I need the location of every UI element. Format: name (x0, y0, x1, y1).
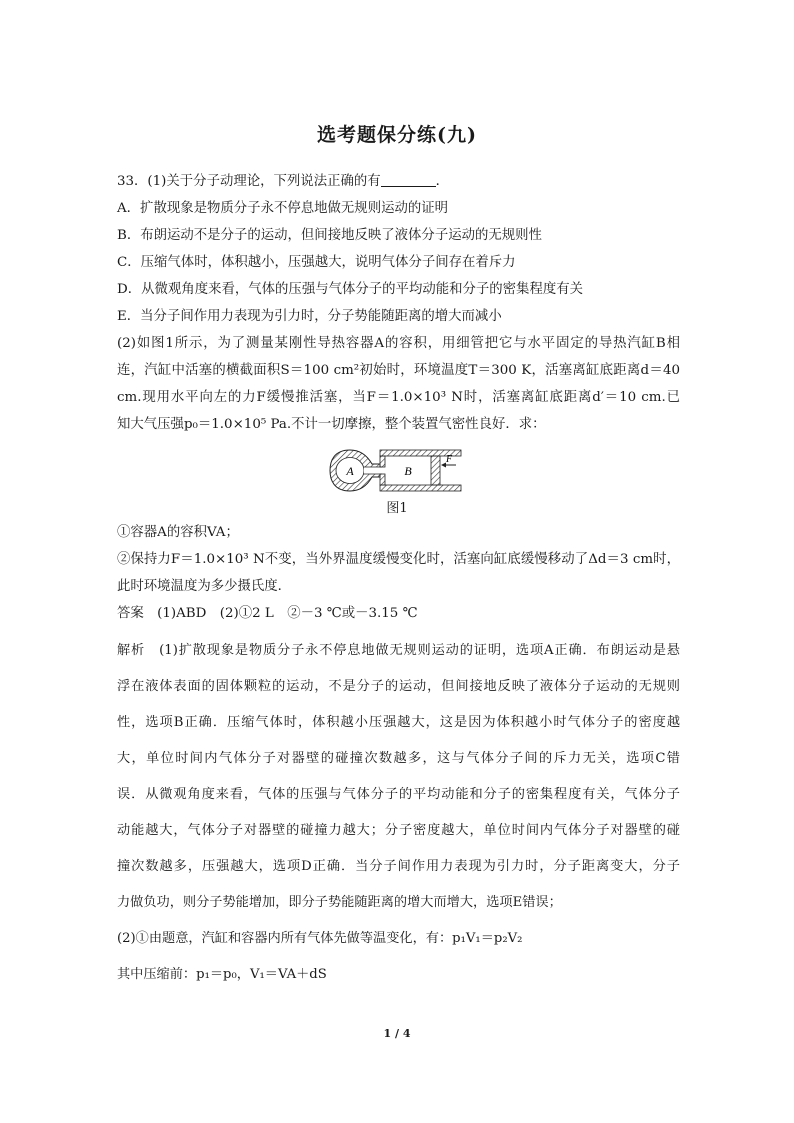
analysis-section (117, 633, 680, 993)
page-title: 选考题保分练(九) (317, 124, 477, 146)
analysis-line-5: 误．从微观角度来看，气体的压强与气体分子的平均动能和分子的密集程度有关，气体分子 (117, 787, 680, 802)
analysis-line-7: 撞次数越多，压强越大，选项D正确．当分子间作用力表现为引力时，分子距离变大，分子 (117, 859, 680, 874)
subquestion-1: ①容器A的容积VA； (117, 525, 239, 540)
cylinder-base-upper (380, 456, 385, 467)
part2-line-2: 连，汽缸中活塞的横截面积S＝100 cm²初始时，环境温度T＝300 K，活塞离缸底距离d＝40 (117, 363, 680, 378)
analysis-line-10: 其中压缩前：p₁＝p₀，V₁＝VA＋dS (117, 967, 327, 982)
subquestion-2: ②保持力F＝1.0×10³ N不变，当外界温度缓慢变化时，活塞向缸底缓慢移动了Δd＝3 cm时， (117, 552, 680, 567)
connecting-tube (364, 467, 382, 474)
option-a: A．扩散现象是物质分子永不停息地做无规则运动的证明 (117, 201, 449, 216)
option-b: B．布朗运动不是分子的运动，但间接地反映了液体分子运动的无规则性 (117, 228, 542, 243)
subquestions (117, 519, 680, 600)
part2-line-4: 知大气压强p₀＝1.0×10⁵ Pa.不计一切摩擦，整个装置气密性良好．求： (117, 417, 546, 432)
stem-period: ． (435, 174, 450, 189)
cylinder-base-lower (380, 474, 385, 485)
option-e: E．当分子间作用力表现为引力时，分子势能随距离的增大而减小 (117, 309, 502, 324)
figure-1-diagram (328, 447, 463, 494)
analysis-line-2: 浮在液体表面的固体颗粒的运动，不是分子的运动，但间接地反映了液体分子运动的无规则 (117, 679, 680, 694)
label-f: F (445, 454, 453, 465)
part2-line-1: (2)如图1所示，为了测量某刚性导热容器A的容积，用细管把它与水平固定的导热汽缸B相 (117, 336, 680, 351)
analysis-line-6: 动能越大，气体分子对器壁的碰撞力越大；分子密度越大，单位时间内气体分子对器壁的碰 (117, 823, 680, 838)
label-b: B (404, 464, 412, 478)
stem-text: 33．(1)关于分子动理论，下列说法正确的有 (117, 174, 381, 189)
cylinder-bottom-wall (380, 485, 461, 491)
analysis-line-9: (2)①由题意，汽缸和容器内所有气体先做等温变化，有：p₁V₁＝p₂V₂ (117, 931, 523, 946)
analysis-line-8: 力做负功，则分子势能增加，即分子势能随距离的增大而增大，选项E错误； (117, 895, 562, 910)
option-d: D．从微观角度来看，气体的压强与气体分子的平均动能和分子的密集程度有关 (117, 282, 584, 297)
question-stem (117, 168, 680, 438)
answer-blank (381, 171, 436, 187)
subquestion-2-cont: 此时环境温度为多少摄氏度． (117, 579, 292, 594)
option-c: C．压缩气体时，体积越小，压强越大，说明气体分子间存在着斥力 (117, 255, 516, 270)
analysis-line-4: 大，单位时间内气体分子对器壁的碰撞次数越多，这与气体分子间的斥力无关，选项C错 (117, 751, 680, 766)
figure-caption: 图1 (386, 501, 408, 516)
part2-line-3: cm.现用水平向左的力F缓慢推活塞，当F＝1.0×10³ N时，活塞离缸底距离d′＝10 cm.已 (117, 390, 680, 405)
analysis-line-1: 解析 (1)扩散现象是物质分子永不停息地做无规则运动的证明，选项A正确．布朗运动是悬 (117, 643, 680, 658)
page-number: 1 / 4 (383, 1027, 411, 1040)
piston (431, 456, 440, 485)
label-a: A (346, 464, 354, 478)
answer-section (117, 600, 680, 627)
analysis-line-3: 性，选项B正确．压缩气体时，体积越小压强越大，这是因为体积越小时气体分子的密度越 (117, 715, 680, 730)
answer-line: 答案 (1)ABD (2)①2 L ②－3 ℃或－3.15 ℃ (117, 606, 418, 621)
